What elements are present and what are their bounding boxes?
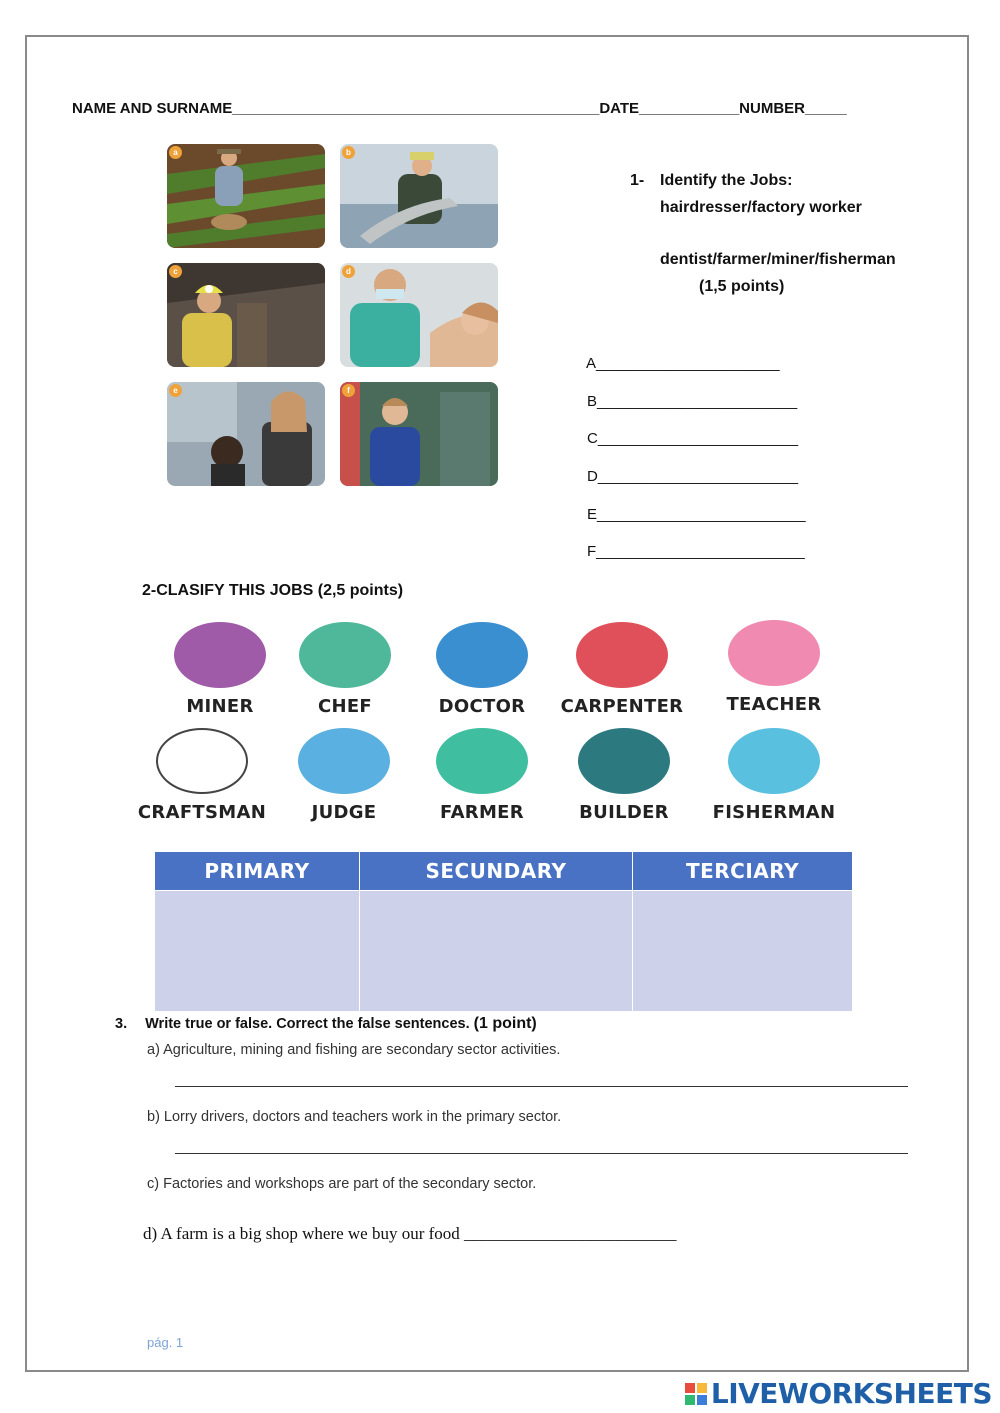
photo-e-hairdresser	[167, 382, 325, 486]
fisherman-icon	[728, 728, 820, 794]
photo-badge: d	[342, 265, 355, 278]
builder-icon	[578, 728, 670, 794]
miner-icon	[174, 622, 266, 688]
answer-line-a[interactable]	[175, 1086, 908, 1087]
job-label: FISHERMAN	[712, 802, 836, 823]
answer-field-f[interactable]: F_________________________	[587, 543, 805, 560]
photo-badge: e	[169, 384, 182, 397]
answer-field-a[interactable]: A______________________	[586, 355, 780, 372]
job-label: JUDGE	[311, 802, 377, 823]
column-primary: PRIMARY	[155, 852, 360, 891]
photo-a-farmer	[167, 144, 325, 248]
answer-field-c[interactable]: C________________________	[587, 430, 799, 447]
logo-icon	[685, 1383, 707, 1405]
photo-b-fisherman	[340, 144, 498, 248]
question-1-title: Identify the Jobs:	[660, 172, 793, 189]
question-1-number: 1-	[630, 172, 645, 189]
sectors-table	[154, 851, 853, 1012]
carpenter-icon	[576, 622, 668, 688]
job-label: CHEF	[317, 696, 373, 717]
craftsman-icon	[156, 728, 248, 794]
job-card-judge[interactable]	[269, 728, 419, 823]
job-label: CRAFTSMAN	[137, 802, 267, 823]
photo-badge: c	[169, 265, 182, 278]
photo-d-dentist	[340, 263, 498, 367]
job-label: FARMER	[440, 802, 524, 823]
job-card-chef[interactable]	[270, 622, 420, 717]
job-label: DOCTOR	[438, 696, 526, 717]
job-card-craftsman[interactable]	[127, 728, 277, 823]
name-date-number-header: NAME AND SURNAME____________________________________________DATE____________NUMBER_____	[72, 100, 847, 117]
doctor-icon	[436, 622, 528, 688]
question-2-title: 2-CLASIFY THIS JOBS (2,5 points)	[142, 582, 404, 599]
photo-badge: b	[342, 146, 355, 159]
chef-icon	[299, 622, 391, 688]
job-card-builder[interactable]	[549, 728, 699, 823]
job-label: BUILDER	[579, 802, 669, 823]
photo-badge: f	[342, 384, 355, 397]
question-1-options-line2: dentist/farmer/miner/fisherman	[660, 251, 896, 268]
answer-field-b[interactable]: B________________________	[587, 393, 798, 410]
job-card-teacher[interactable]	[699, 620, 849, 715]
answer-field-d[interactable]: D________________________	[587, 468, 799, 485]
column-secundary: SECUNDARY	[359, 852, 632, 891]
answer-line-b[interactable]	[175, 1153, 908, 1154]
teacher-icon	[728, 620, 820, 686]
job-label: CARPENTER	[560, 696, 684, 717]
sentence-d[interactable]: d) A farm is a big shop where we buy our food _________________________	[143, 1224, 677, 1243]
drop-zone-primary[interactable]	[155, 891, 360, 1012]
job-label: TEACHER	[726, 694, 822, 715]
drop-zone-secundary[interactable]	[359, 891, 632, 1012]
job-label: MINER	[186, 696, 254, 717]
question-3-number: 3.	[115, 1016, 128, 1032]
sentence-a: a) Agriculture, mining and fishing are secondary sector activities.	[147, 1042, 561, 1058]
question-1-options-line1: hairdresser/factory worker	[660, 199, 862, 216]
column-terciary: TERCIARY	[633, 852, 853, 891]
liveworksheets-logo	[685, 1377, 992, 1410]
photo-c-miner	[167, 263, 325, 367]
farmer-icon	[436, 728, 528, 794]
judge-icon	[298, 728, 390, 794]
question-3-title: Write true or false. Correct the false sentences.	[145, 1016, 470, 1032]
brand-name: LIVEWORKSHEETS	[710, 1377, 992, 1410]
question-3-heading	[115, 1015, 537, 1033]
sentence-b: b) Lorry drivers, doctors and teachers work in the primary sector.	[147, 1109, 562, 1125]
photo-badge: a	[169, 146, 182, 159]
page-number: pág. 1	[147, 1335, 184, 1350]
question-1-points: (1,5 points)	[699, 278, 785, 295]
job-card-doctor[interactable]	[407, 622, 557, 717]
answer-field-e[interactable]: E_________________________	[587, 506, 806, 523]
job-card-carpenter[interactable]	[547, 622, 697, 717]
job-card-fisherman[interactable]	[699, 728, 849, 823]
job-card-farmer[interactable]	[407, 728, 557, 823]
photo-f-factory-worker	[340, 382, 498, 486]
drop-zone-terciary[interactable]	[633, 891, 853, 1012]
sentence-c: c) Factories and workshops are part of the secondary sector.	[147, 1176, 537, 1192]
question-3-points: (1 point)	[473, 1015, 537, 1032]
